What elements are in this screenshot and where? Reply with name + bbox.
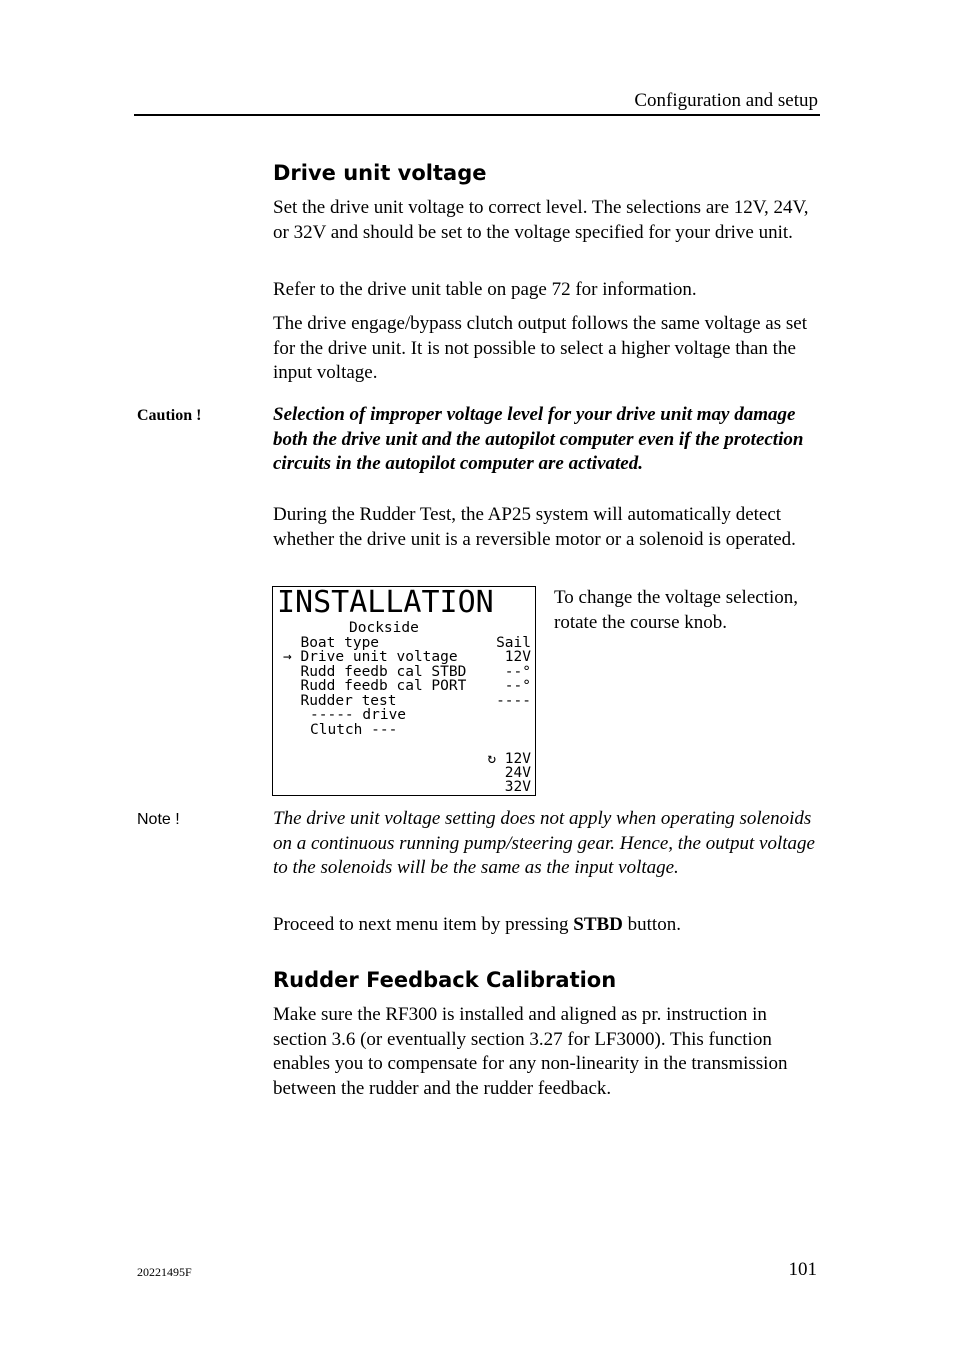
proceed-paragraph <box>273 913 819 938</box>
header-rule <box>134 114 820 116</box>
display-row-value: Sail <box>496 635 531 651</box>
proceed-suffix: button. <box>622 914 681 935</box>
display-subtitle: Dockside <box>349 620 419 636</box>
display-clutch-line: Clutch --- <box>310 722 398 738</box>
display-row-value: --° <box>504 678 531 694</box>
display-row-value: --° <box>504 664 531 680</box>
section-heading-rudder-feedback-calibration: Rudder Feedback Calibration <box>273 968 617 992</box>
paragraph: Set the drive unit voltage to correct level. The selections are 12V, 24V, or 32V and should be set to the voltage specified for your drive unit. <box>273 197 809 243</box>
caution-label: Caution ! <box>137 407 202 424</box>
display-row-label-selected: → Drive unit voltage <box>283 649 458 665</box>
display-row-label: Rudd feedb cal PORT <box>283 678 467 694</box>
note-label: Note ! <box>137 811 180 828</box>
paragraph: During the Rudder Test, the AP25 system will automatically detect whether the drive unit is a reversible motor or a solenoid is operated. <box>273 504 796 550</box>
display-row-label: Rudder test <box>283 693 397 709</box>
display-row-label: Boat type <box>283 635 380 651</box>
running-header: Configuration and setup <box>634 90 818 111</box>
display-drive-line: ----- drive <box>310 707 407 723</box>
display-row-value-selected: 12V <box>504 649 531 665</box>
display-title: INSTALLATION <box>277 585 494 620</box>
page-number: 101 <box>788 1259 817 1280</box>
document-code: 20221495F <box>137 1265 192 1279</box>
paragraph: Refer to the drive unit table on page 72 for information. <box>273 279 697 300</box>
section-heading-drive-unit-voltage: Drive unit voltage <box>273 161 487 185</box>
note-text: The drive unit voltage setting does not apply when operating solenoids on a continuous running pump/steering gear. Hence, the output voltage to the solenoids will be the same as the input voltage. <box>273 808 815 878</box>
paragraph: Make sure the RF300 is installed and aligned as pr. instruction in section 3.6 (or eventually section 3.27 for LF3000). This function enables you to compensate for any non-linearity in the transmission between the rudder and the rudder feedback. <box>273 1004 788 1099</box>
display-row-value: ---- <box>496 693 531 709</box>
display-caption: To change the voltage selection, rotate the course knob. <box>554 587 798 633</box>
proceed-prefix: Proceed to next menu item by pressing <box>273 914 574 935</box>
display-option-selected: ↻ 12V <box>487 751 531 767</box>
display-row-label: Rudd feedb cal STBD <box>283 664 467 680</box>
installation-display <box>272 586 536 796</box>
stbd-key-label: STBD <box>573 914 623 935</box>
display-option: 32V <box>504 779 531 795</box>
paragraph: The drive engage/bypass clutch output follows the same voltage as set for the drive unit. It is not possible to select a higher voltage than the input voltage. <box>273 313 807 383</box>
display-option: 24V <box>504 765 531 781</box>
caution-text: Selection of improper voltage level for your drive unit may damage both the drive unit and the autopilot computer even if the protection circuits in the autopilot computer are activated. <box>273 404 804 474</box>
